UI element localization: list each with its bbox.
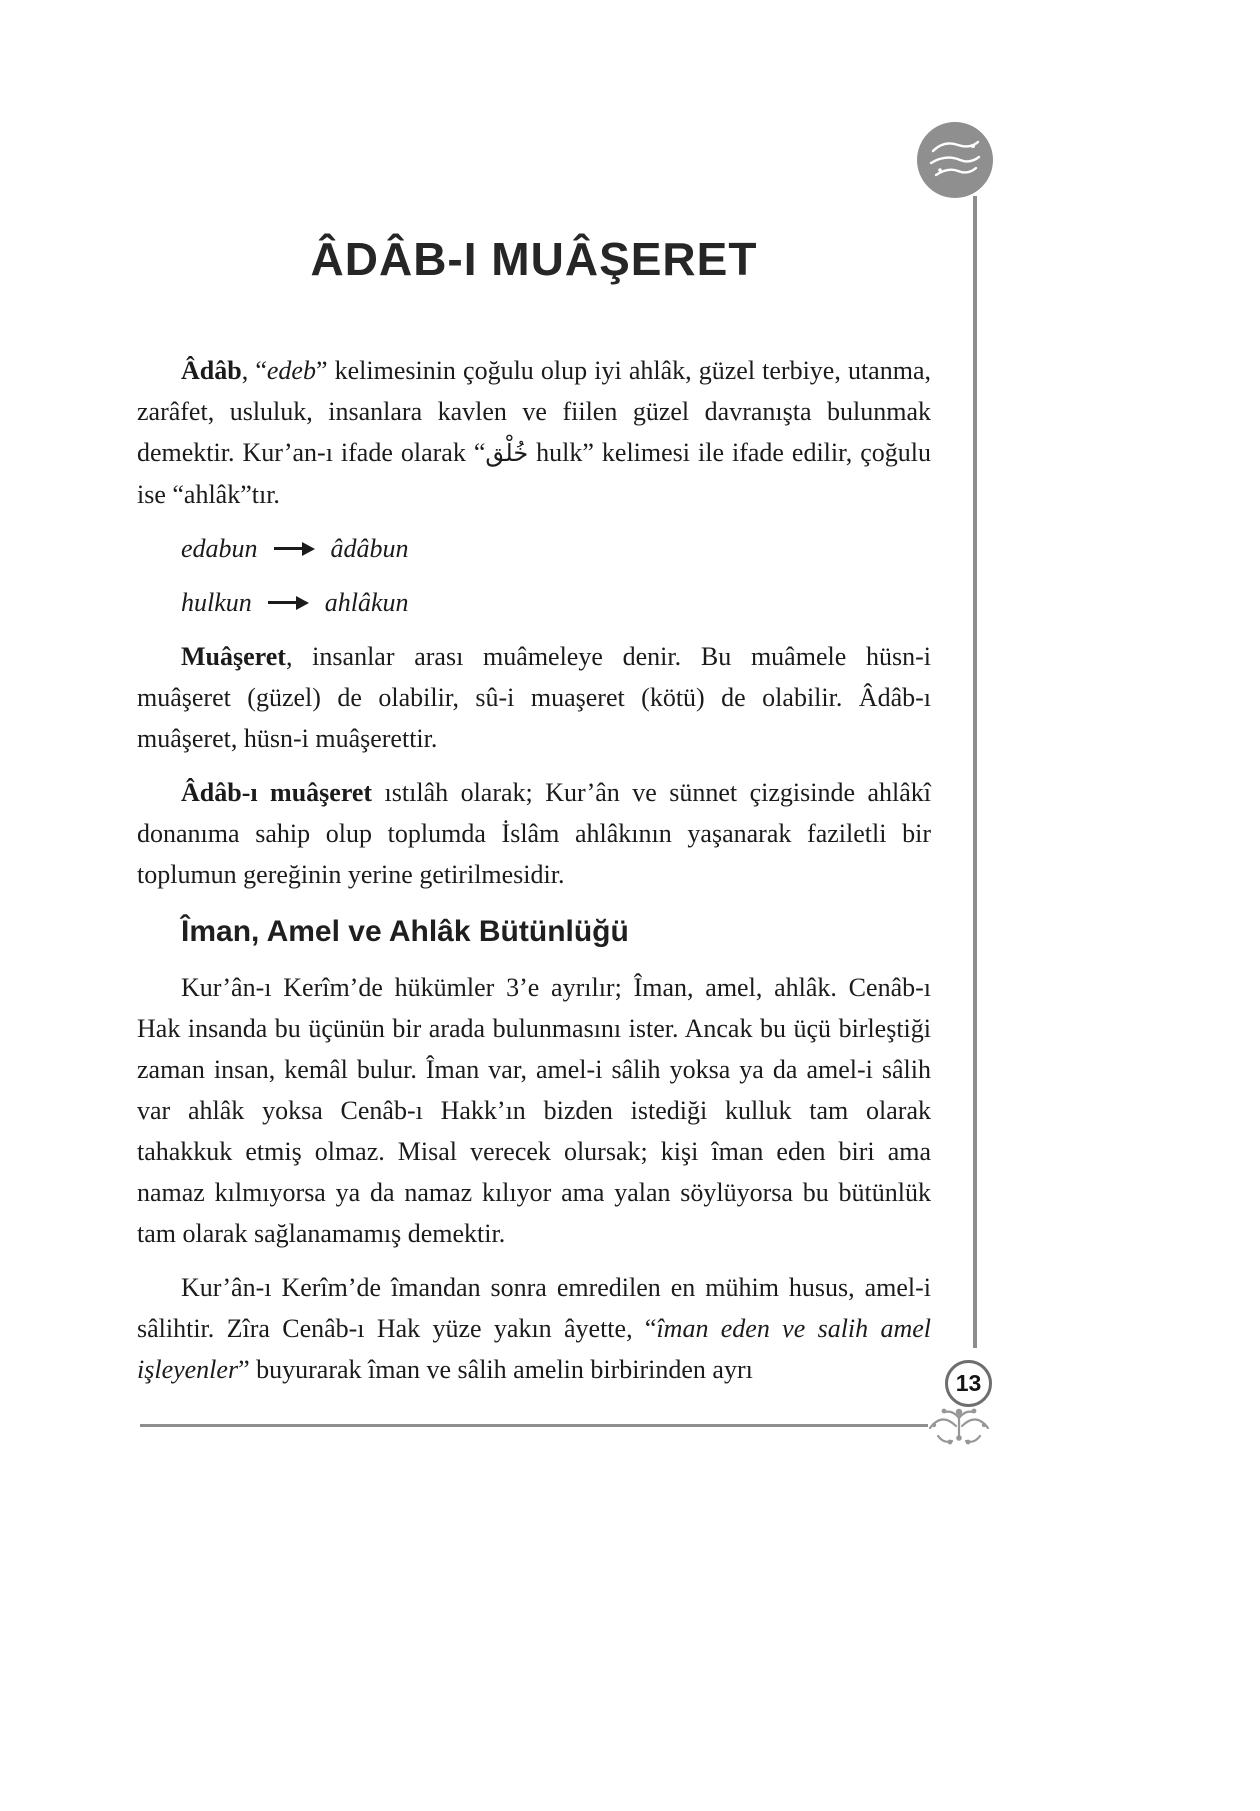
arrow-shaft	[274, 547, 302, 550]
text-segment: hulk” kelimesi ile ifade edilir, çoğulu ise “ahlâk”tır.	[137, 438, 931, 509]
footer-rule	[140, 1424, 928, 1427]
salawat-seal-icon	[916, 121, 994, 199]
term-source: edabun	[181, 534, 258, 563]
term-target: âdâbun	[330, 534, 409, 563]
section-heading: Îman, Amel ve Ahlâk Bütünlüğü	[181, 915, 629, 948]
transformation-row	[181, 528, 931, 569]
main-text-column	[137, 232, 931, 1403]
body-paragraph	[137, 350, 931, 515]
body-paragraph	[137, 1267, 931, 1390]
text-segment: ” buyurarak îman ve sâlih amelin birbirinden ayrı	[238, 1355, 753, 1384]
text-segment: , insanlar arası muâmeleye denir. Bu muâmele hüsn-i muâşeret (güzel) de olabilir, sû-i muaşeret (kötü) de olabilir. Âdâb-ı muâşeret, hüsn-i muâşerettir.	[137, 642, 931, 753]
text-segment: Muâşeret	[181, 642, 286, 671]
text-segment: Âdâb	[181, 356, 242, 385]
arrow-head	[296, 596, 309, 610]
transformation-row	[181, 582, 931, 623]
text-segment: خُلْق	[485, 439, 529, 467]
arrow-shaft	[268, 601, 296, 604]
text-segment: ” kelimesinin çoğulu olup iyi ahlâk, güzel terbiye, utanma, zarâfet, usluluk, insanlara kavlen ve fiilen güzel davranışta bulunmak demektir. Kur’an-ı ifade olarak “	[137, 356, 931, 467]
text-segment: Kur’ân-ı Kerîm’de hükümler 3’e ayrılır; Îman, amel, ahlâk. Cenâb-ı Hak insanda bu üçünün bir arada bulunmasını ister. Ancak bu üçü birleştiği zaman insan, kemâl bulur. Îman var, amel-i sâlih yoksa ya da amel-i sâlih var ahlâk yoksa Cenâb-ı Hakk’ın bizden istediği kulluk tam olarak tahakkuk etmiş olmaz. Misal verecek olursak; kişi îman eden biri ama namaz kılmıyorsa ya da namaz kılıyor ama yalan söylüyorsa bu bütünlük tam olarak sağlanamamış demektir.	[137, 973, 931, 1248]
right-arrow-icon	[274, 542, 315, 556]
body-paragraph	[137, 636, 931, 759]
text-segment: îman eden ve salih amel işleyenler	[137, 1314, 932, 1384]
text-segment: Âdâb-ı muâşeret	[181, 778, 373, 807]
page-title: ÂDÂB-I MUÂŞERET	[310, 233, 758, 285]
body-paragraph	[137, 772, 931, 895]
term-target: ahlâkun	[324, 588, 409, 617]
text-segment: edeb	[266, 356, 316, 385]
text-segment: , “	[241, 356, 267, 385]
arrow-head	[302, 542, 315, 556]
page-number: 13	[955, 1370, 982, 1396]
right-vertical-rule	[973, 196, 977, 1348]
right-arrow-icon	[268, 596, 309, 610]
page-body	[137, 350, 931, 1390]
text-segment: Kur’ân-ı Kerîm’de îmandan sonra emredilen en mühim husus, amel-i sâlihtir. Zîra Cenâb-ı Hak yüze yakın âyette, “	[137, 1273, 931, 1343]
floral-ornament-icon	[924, 1398, 994, 1454]
term-source: hulkun	[181, 588, 252, 617]
text-segment: ıstılâh olarak; Kur’ân ve sünnet çizgisinde ahlâkî donanıma sahip olup toplumda İslâm ahlâkının yaşanarak faziletli bir toplumun gereğinin yerine getirilmesidir.	[137, 778, 932, 889]
body-paragraph	[137, 967, 931, 1254]
